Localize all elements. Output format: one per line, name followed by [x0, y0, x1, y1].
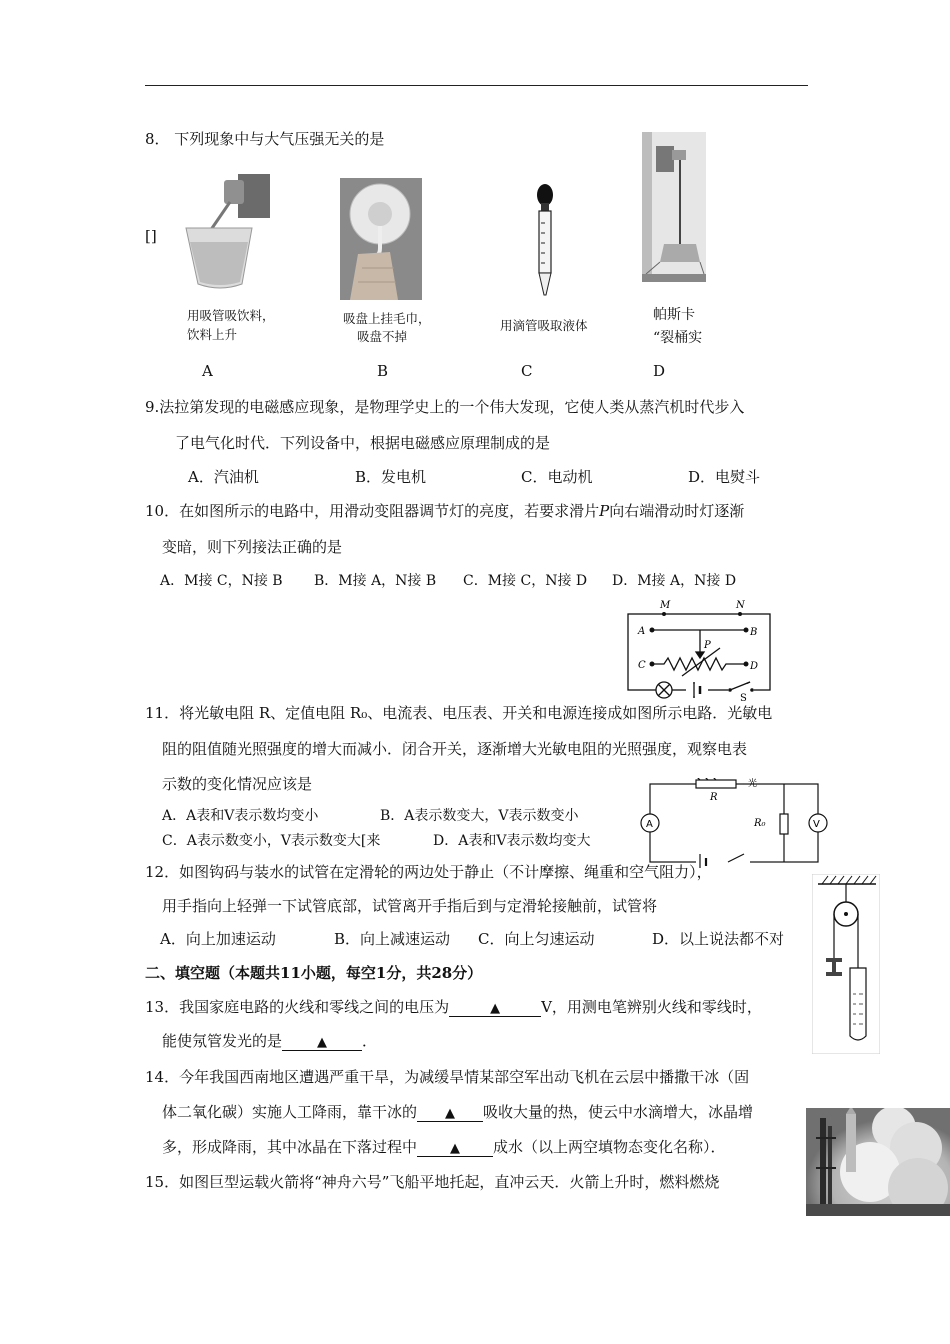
q14-stem-line3: 多，形成降雨，其中冰晶在下落过程中 ▲ 成水（以上两空填物态变化名称）． — [162, 1138, 726, 1156]
q14-stem-line2: 体二氧化碳）实施人工降雨，靠干冰的 ▲ 吸收大量的热，使云中水滴增大，冰晶增 — [162, 1103, 754, 1121]
q10-option-c: C．M接 C，N接 D — [463, 573, 588, 589]
q8-caption-c: 用滴管吸取液体 — [500, 318, 588, 333]
header-rule — [145, 85, 808, 86]
q8-caption-d-line2: “裂桶实 — [653, 330, 703, 346]
q12-option-c: C．向上匀速运动 — [478, 930, 595, 948]
q11-stem-line3: 示数的变化情况应该是 — [162, 775, 313, 793]
q8-answer-bracket: [] — [145, 227, 157, 245]
q10-label-s: S — [740, 693, 747, 702]
q8-stem: 8． 下列现象中与大气压强无关的是 — [145, 130, 385, 148]
q8-figure-d-pascal-barrel — [642, 132, 706, 282]
q8-option-c: C — [521, 362, 533, 380]
q14-blank-1[interactable]: ▲ — [417, 1103, 483, 1122]
q8-caption-b-line2: 吸盘不掉 — [357, 329, 408, 344]
q10-stem-line1: 10．在如图所示的电路中，用滑动变阻器调节灯的亮度，若要求滑片P向右端滑动时灯逐渐 — [145, 502, 745, 520]
q11-label-r0: R₀ — [754, 818, 766, 829]
q13-stem-line1: 13．我国家庭电路的火线和零线之间的电压为 ▲ V，用测电笔辨别火线和零线时， — [145, 998, 762, 1016]
q8-option-d: D — [653, 362, 666, 380]
q13-blank-2[interactable]: ▲ — [282, 1032, 362, 1051]
q11-circuit-figure — [636, 778, 832, 868]
q11-stem-line1: 11．将光敏电阻 R、定值电阻 R₀、电流表、电压表、开关和电源连接成如图所示电路．光敏电 — [145, 704, 773, 722]
q11-option-c: C．A表示数变小，V表示数变大[来 — [162, 833, 381, 849]
q8-caption-a-line1: 用吸管吸饮料， — [187, 308, 275, 323]
q10-label-d: D — [750, 661, 759, 672]
section-2-heading: 二、填空题（本题共11小题，每空1分，共28分） — [145, 964, 483, 982]
q9-option-a: A．汽油机 — [188, 468, 259, 486]
q15-stem-line1: 15．如图巨型运载火箭将“神舟六号”飞船平地托起，直冲云天．火箭上升时，燃料燃烧 — [145, 1173, 720, 1191]
q8-option-b: B — [377, 362, 389, 380]
q10-label-b: B — [750, 627, 758, 638]
q11-stem-line2: 阻的阻值随光照强度的增大而减小．闭合开关，逐渐增大光敏电阻的光照强度，观察电表 — [162, 740, 748, 758]
q8-caption-a-line2: 饮料上升 — [187, 327, 238, 342]
q15-rocket-launch-photo — [806, 1108, 950, 1216]
q13-stem-line2: 能使氖管发光的是 ▲ ． — [162, 1032, 378, 1050]
q8-figure-a-straw-cup — [180, 172, 272, 294]
q10-circuit-figure — [624, 598, 774, 702]
q12-option-d: D．以上说法都不对 — [652, 930, 785, 948]
q11-option-a: A．A表和V表示数均变小 — [162, 808, 319, 824]
q8-figure-c-dropper — [530, 183, 560, 297]
q12-option-a: A．向上加速运动 — [160, 930, 276, 948]
q8-caption-b-line1: 吸盘上挂毛巾， — [343, 311, 431, 326]
q12-pulley-figure — [812, 874, 880, 1054]
q11-label-r: R — [710, 792, 718, 803]
q10-label-p: P — [704, 640, 711, 651]
q10-option-d: D．M接 A，N接 D — [612, 573, 737, 589]
q9-option-b: B．发电机 — [355, 468, 427, 486]
voltmeter-icon: V — [813, 819, 820, 830]
ammeter-icon: A — [646, 819, 653, 830]
q8-figure-b-suction-cup — [340, 178, 422, 300]
q11-option-d: D．A表和V表示数均变大 — [433, 833, 591, 849]
q9-stem-line2: 了电气化时代．下列设备中，根据电磁感应原理制成的是 — [175, 434, 551, 452]
q10-label-n: N — [736, 600, 745, 611]
q11-label-light: 光 — [748, 779, 758, 789]
q9-option-c: C．电动机 — [521, 468, 593, 486]
q10-option-b: B．M接 A，N接 B — [314, 573, 437, 589]
q10-option-a: A．M接 C，N接 B — [160, 573, 283, 589]
q12-option-b: B．向上减速运动 — [334, 930, 451, 948]
q9-stem-line1: 9.法拉第发现的电磁感应现象，是物理学史上的一个伟大发现，它使人类从蒸汽机时代步入 — [145, 398, 745, 416]
q9-option-d: D．电熨斗 — [688, 468, 761, 486]
q8-caption-d-line1: 帕斯卡 — [653, 307, 695, 323]
q13-blank-1[interactable]: ▲ — [449, 998, 541, 1017]
q12-stem-line1: 12．如图钩码与装水的试管在定滑轮的两边处于静止（不计摩擦、绳重和空气阻力）， — [145, 863, 712, 881]
q14-blank-2[interactable]: ▲ — [417, 1138, 493, 1157]
q11-option-b: B．A表示数变大，V表示数变小 — [380, 808, 579, 824]
q10-stem-line2: 变暗，则下列接法正确的是 — [162, 538, 343, 556]
q10-label-a: A — [638, 626, 646, 637]
q8-option-a: A — [202, 362, 213, 380]
q10-label-m: M — [660, 600, 671, 611]
q12-stem-line2: 用手指向上轻弹一下试管底部，试管离开手指后到与定滑轮接触前，试管将 — [162, 897, 658, 915]
q10-label-c: C — [638, 660, 646, 671]
q14-stem-line1: 14．今年我国西南地区遭遇严重干旱，为减缓旱情某部空军出动飞机在云层中播撒干冰（固 — [145, 1068, 750, 1086]
